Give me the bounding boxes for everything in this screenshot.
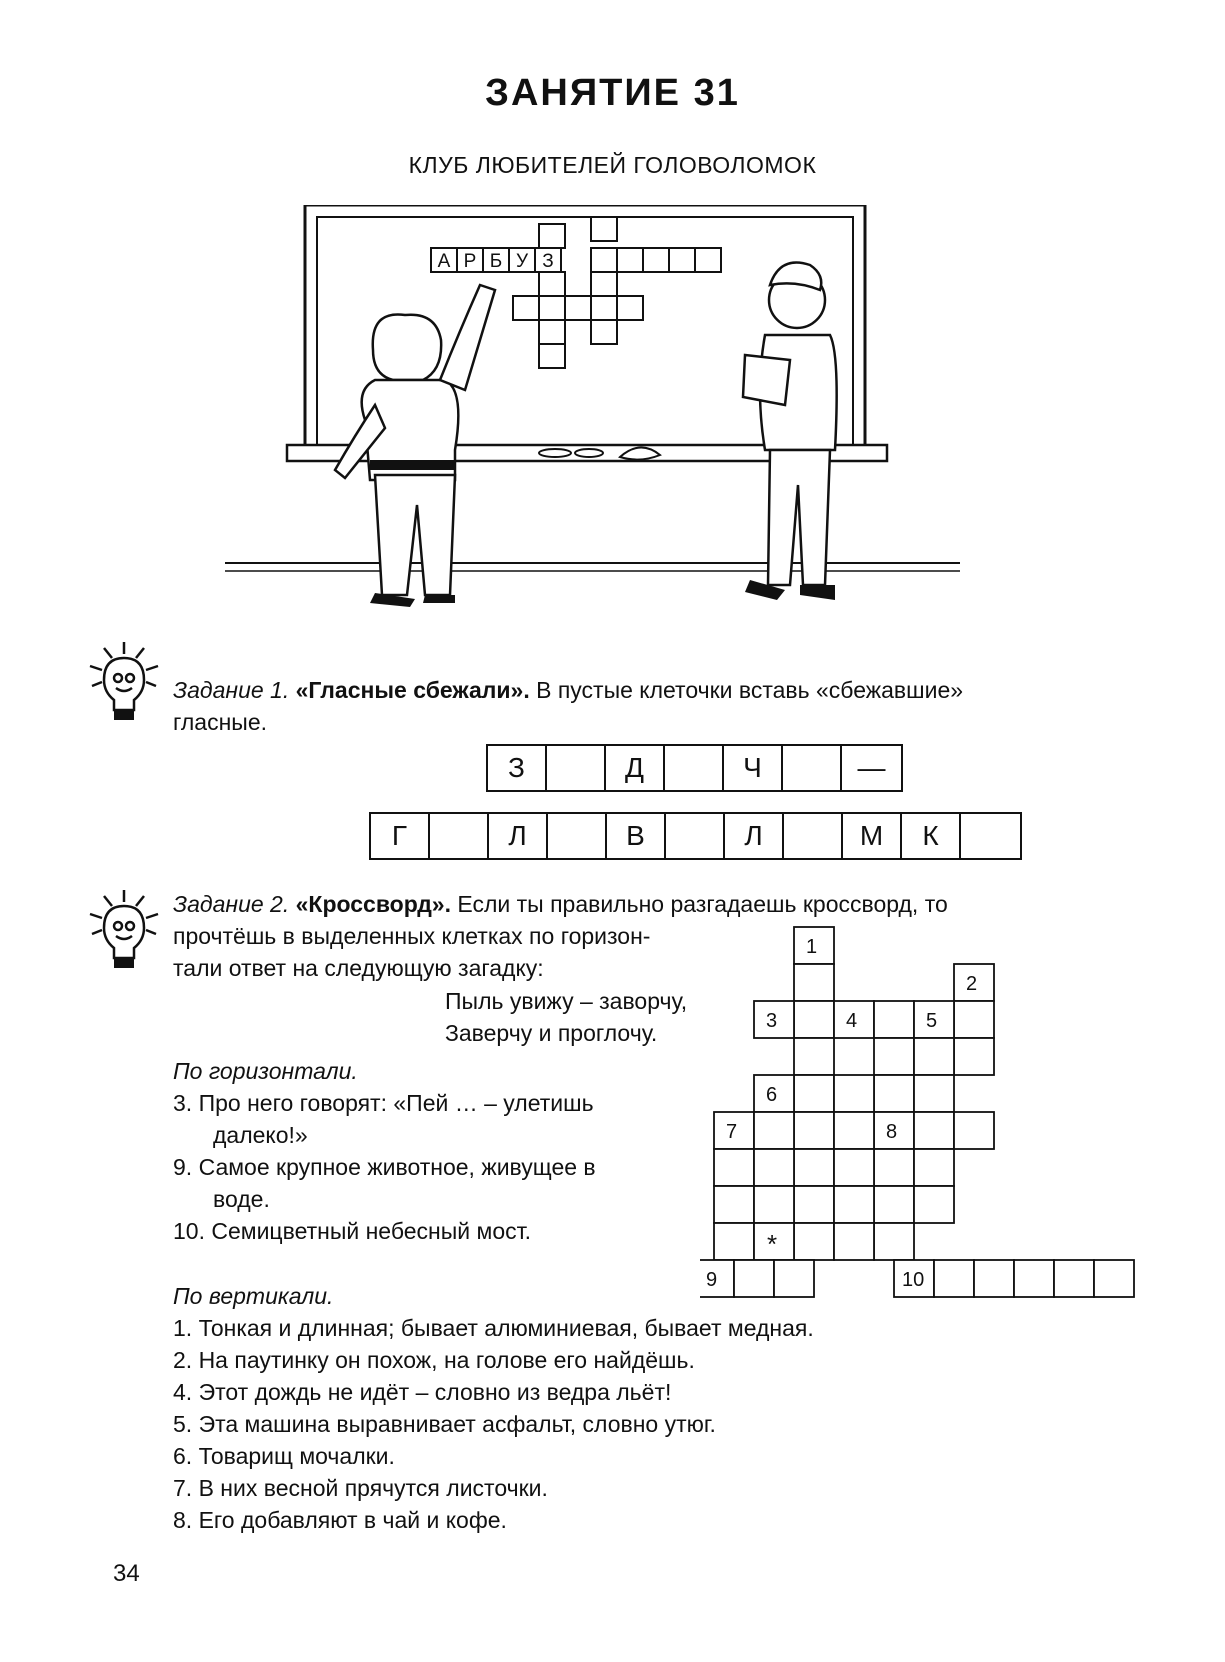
crossword-cell[interactable] bbox=[834, 1186, 874, 1223]
crossword-cell[interactable] bbox=[834, 1075, 874, 1112]
star-marker: * bbox=[767, 1229, 778, 1259]
crossword-cell[interactable] bbox=[754, 1186, 794, 1223]
clue-number: 10. bbox=[173, 1218, 205, 1244]
crossword-cell[interactable] bbox=[794, 1038, 834, 1075]
clue-text: Самое крупное животное, живущее в bbox=[198, 1154, 596, 1180]
task1-label: Задание 1. bbox=[173, 677, 290, 703]
task2-line1: Если ты правильно разгадаешь кроссворд, то bbox=[457, 891, 948, 917]
crossword-cell[interactable] bbox=[834, 1112, 874, 1149]
crossword-number: 8 bbox=[886, 1121, 898, 1143]
crossword-cell[interactable] bbox=[874, 1038, 914, 1075]
crossword-cell[interactable] bbox=[714, 1186, 754, 1223]
crossword-cell[interactable] bbox=[914, 1075, 954, 1112]
down-title: По вертикали. bbox=[173, 1283, 334, 1309]
crossword-cell[interactable] bbox=[834, 1149, 874, 1186]
crossword-cell[interactable] bbox=[794, 1001, 834, 1038]
letter-cell: М bbox=[843, 814, 902, 858]
clue-across bbox=[173, 1151, 596, 1183]
crossword-cell[interactable] bbox=[934, 1260, 974, 1297]
lightbulb-icon bbox=[84, 884, 164, 974]
clue-down: 8. Его добавляют в чай и кофе. bbox=[173, 1507, 507, 1533]
crossword-cell[interactable] bbox=[874, 1186, 914, 1223]
empty-cell[interactable] bbox=[547, 746, 606, 790]
letter-cell: Л bbox=[489, 814, 548, 858]
task1-text bbox=[173, 674, 1163, 706]
crossword-cell[interactable] bbox=[1054, 1260, 1094, 1297]
clue-down: 7. В них весной прячутся листочки. bbox=[173, 1475, 548, 1501]
crossword-cell[interactable] bbox=[794, 1149, 834, 1186]
empty-cell[interactable] bbox=[665, 746, 724, 790]
crossword-cell[interactable] bbox=[954, 1001, 994, 1038]
letter-cell: Л bbox=[725, 814, 784, 858]
crossword-number: 3 bbox=[766, 1010, 778, 1032]
crossword-cell[interactable] bbox=[914, 1112, 954, 1149]
crossword-cell[interactable] bbox=[734, 1260, 774, 1297]
crossword-cell[interactable] bbox=[954, 1038, 994, 1075]
lightbulb-icon bbox=[84, 636, 164, 726]
task2-text bbox=[173, 888, 1163, 920]
crossword-number: 5 bbox=[926, 1010, 938, 1032]
crossword-cell[interactable] bbox=[794, 1075, 834, 1112]
crossword-cell[interactable] bbox=[914, 1149, 954, 1186]
board-letter: Б bbox=[489, 251, 503, 272]
empty-cell[interactable] bbox=[961, 814, 1020, 858]
crossword-cell[interactable] bbox=[1094, 1260, 1134, 1297]
letter-cell: Ч bbox=[724, 746, 783, 790]
page-subtitle: КЛУБ ЛЮБИТЕЛЕЙ ГОЛОВОЛОМОК bbox=[408, 152, 817, 178]
board-letter: У bbox=[515, 251, 529, 272]
crossword-cell[interactable] bbox=[794, 1223, 834, 1260]
empty-cell[interactable] bbox=[784, 814, 843, 858]
riddle-line2: Заверчу и проглочу. bbox=[445, 1020, 658, 1046]
across-title: По горизонтали. bbox=[173, 1058, 358, 1084]
crossword-cell[interactable] bbox=[914, 1186, 954, 1223]
task1-line1: В пустые клеточки вставь «сбежавшие» bbox=[536, 677, 964, 703]
empty-cell[interactable] bbox=[783, 746, 842, 790]
clue-number: 9. bbox=[173, 1154, 193, 1180]
crossword-cell[interactable] bbox=[754, 1149, 794, 1186]
clue-number: 3. bbox=[173, 1090, 193, 1116]
clue-down: 6. Товарищ мочалки. bbox=[173, 1443, 395, 1469]
task2-label: Задание 2. bbox=[173, 891, 290, 917]
crossword-number: 6 bbox=[766, 1084, 778, 1106]
crossword-cell[interactable] bbox=[714, 1149, 754, 1186]
clue-across bbox=[173, 1087, 594, 1119]
riddle-line1: Пыль увижу – заворчу, bbox=[445, 988, 688, 1014]
clue-continuation: воде. bbox=[213, 1186, 270, 1212]
crossword-number: 4 bbox=[846, 1010, 858, 1032]
clue-text: Семицветный небесный мост. bbox=[211, 1218, 531, 1244]
crossword-cell[interactable] bbox=[874, 1075, 914, 1112]
clue-down: 2. На паутинку он похож, на голове его найдёшь. bbox=[173, 1347, 695, 1373]
task1-name: «Гласные сбежали». bbox=[295, 677, 530, 703]
empty-cell[interactable] bbox=[430, 814, 489, 858]
task2-name: «Кроссворд». bbox=[295, 891, 451, 917]
vowel-row-1 bbox=[486, 744, 903, 792]
letter-cell: В bbox=[607, 814, 666, 858]
crossword-cell[interactable] bbox=[794, 1186, 834, 1223]
crossword-grid[interactable] bbox=[700, 925, 1170, 1310]
task2-line2: прочтёшь в выделенных клетках по горизон- bbox=[173, 923, 651, 949]
clue-continuation: далеко!» bbox=[213, 1122, 308, 1148]
crossword-cell[interactable] bbox=[914, 1038, 954, 1075]
clue-down: 4. Этот дождь не идёт – словно из ведра льёт! bbox=[173, 1379, 672, 1405]
crossword-cell[interactable] bbox=[874, 1149, 914, 1186]
crossword-cell[interactable] bbox=[974, 1260, 1014, 1297]
crossword-cell[interactable] bbox=[754, 1112, 794, 1149]
blackboard-illustration bbox=[225, 205, 1005, 615]
clue-down: 1. Тонкая и длинная; бывает алюминиевая, бывает медная. bbox=[173, 1315, 814, 1341]
clue-across bbox=[173, 1215, 531, 1247]
board-letter: А bbox=[437, 251, 451, 272]
crossword-number: 1 bbox=[806, 936, 818, 958]
crossword-cell[interactable] bbox=[874, 1001, 914, 1038]
letter-cell: Г bbox=[371, 814, 430, 858]
crossword-cell[interactable] bbox=[874, 1223, 914, 1260]
vowel-row-2 bbox=[369, 812, 1022, 860]
crossword-number: 7 bbox=[726, 1121, 738, 1143]
letter-cell: Д bbox=[606, 746, 665, 790]
empty-cell[interactable] bbox=[666, 814, 725, 858]
dash-cell: — bbox=[857, 752, 886, 783]
crossword-cell[interactable] bbox=[954, 1112, 994, 1149]
crossword-number: 9 bbox=[706, 1269, 718, 1291]
empty-cell[interactable] bbox=[548, 814, 607, 858]
crossword-cell[interactable] bbox=[714, 1223, 754, 1260]
clue-down: 5. Эта машина выравнивает асфальт, словно утюг. bbox=[173, 1411, 716, 1437]
crossword-number: 10 bbox=[902, 1269, 925, 1291]
letter-cell: З bbox=[488, 746, 547, 790]
letter-cell: К bbox=[902, 814, 961, 858]
board-letter: З bbox=[542, 251, 554, 272]
crossword-number: 2 bbox=[966, 973, 978, 995]
crossword-cell[interactable] bbox=[1014, 1260, 1054, 1297]
task1-line2: гласные. bbox=[173, 709, 268, 735]
crossword-cell[interactable] bbox=[834, 1223, 874, 1260]
crossword-cell[interactable] bbox=[794, 964, 834, 1001]
crossword-cell[interactable] bbox=[774, 1260, 814, 1297]
clue-text: Про него говорят: «Пей … – улетишь bbox=[198, 1090, 594, 1116]
task2-line3: тали ответ на следующую загадку: bbox=[173, 955, 544, 981]
page-title: ЗАНЯТИЕ 31 bbox=[485, 72, 740, 114]
board-letter: Р bbox=[463, 251, 477, 272]
crossword-cell[interactable] bbox=[794, 1112, 834, 1149]
page-number: 34 bbox=[113, 1560, 140, 1587]
